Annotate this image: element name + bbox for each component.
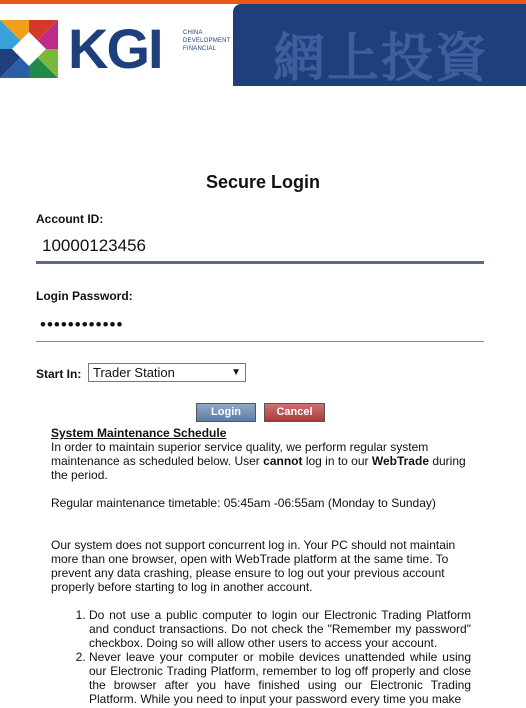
banner-text: 網上投資 [273, 29, 490, 89]
list-item: 1. Do not use a public computer to login our Electronic Trading Platform and conduct transactions. Do not check the "Remember my password" checkbox. Doing so will allow other users to access your account. [89, 608, 471, 650]
cancel-button[interactable]: Cancel [264, 403, 325, 422]
start-in-select[interactable] [88, 363, 246, 382]
start-in-label: Start In: [36, 367, 82, 381]
text-run: log in to our [302, 454, 372, 468]
list-item: 2. Never leave your computer or mobile devices unattended while using our Electronic Trading Platform, remember to log off properly and close the browser after you have finished using our Electronic Trading Platform. While you need to input your password every time you make [89, 650, 471, 706]
logo-sub-line: FINANCIAL [183, 46, 217, 52]
text-run-bold: WebTrade [371, 454, 429, 468]
text-run: In order to maintain superior service quality, we perform regular system maintenance as scheduled below. User [51, 440, 429, 468]
password-label: Login Password: [36, 289, 133, 303]
logo-sub-line: DEVELOPMENT [183, 38, 231, 44]
header [0, 0, 526, 89]
concurrent-login-notice: Our system does not support concurrent log in. Your PC should not maintain more than one browser, open with WebTrade platform at the same time. To prevent any data crashing, please ensure to log out your previous account properly before starting to log in another account. [51, 538, 456, 594]
maintenance-paragraph [51, 440, 471, 482]
text-run: during the period. [51, 454, 466, 482]
login-button[interactable]: Login [196, 403, 256, 422]
notice-content [51, 426, 471, 706]
maintenance-timetable: Regular maintenance timetable: 05:45am -06:55am (Monday to Sunday) [51, 496, 436, 510]
header-banner [233, 4, 526, 89]
password-input[interactable] [36, 308, 484, 342]
kgi-logo-mark-icon [0, 20, 58, 78]
security-tips-list [51, 608, 471, 706]
maintenance-heading: System Maintenance Schedule [51, 426, 227, 440]
account-id-label: Account ID: [36, 212, 104, 226]
kgi-logo-text: KGI [68, 17, 162, 80]
page-title: Secure Login [205, 172, 321, 192]
dropdown-arrow-icon: ▼ [231, 367, 241, 378]
text-run-bold: cannot [263, 454, 303, 468]
start-in-selected-value: Trader Station [93, 365, 175, 380]
account-id-input[interactable] [36, 230, 484, 264]
kgi-logo-subtitle [183, 29, 235, 53]
logo-sub-line: CHINA [183, 30, 203, 36]
